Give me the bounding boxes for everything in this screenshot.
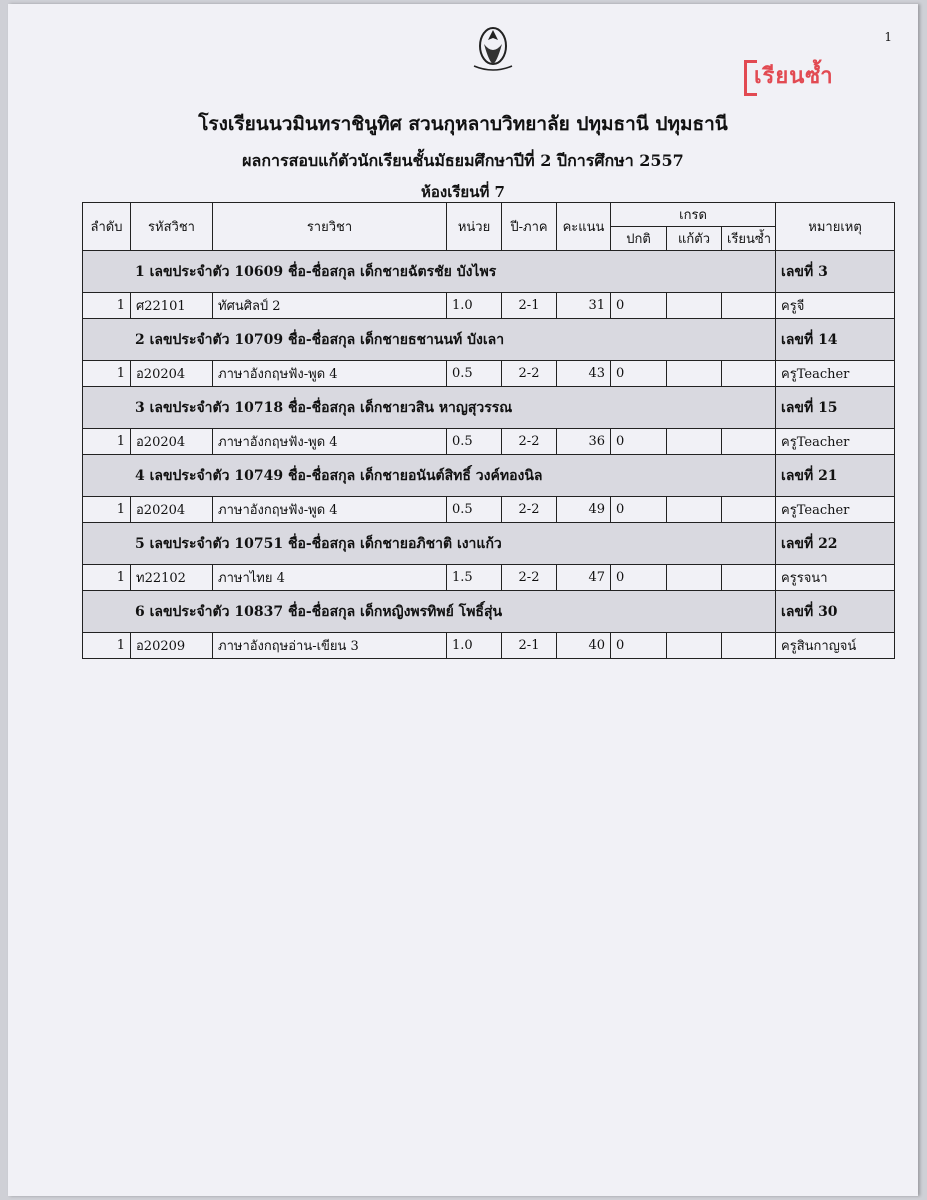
- cell-score: 40: [557, 633, 611, 659]
- cell-subject: ภาษาอังกฤษฟัง-พูด 4: [213, 361, 447, 387]
- student-number: เลขที่ 3: [776, 251, 895, 293]
- cell-remark: ครูTeacher: [776, 497, 895, 523]
- cell-remark: ครูรจนา: [776, 565, 895, 591]
- student-info: 4 เลขประจำตัว 10749 ชื่อ-ชื่อสกุล เด็กชายอนันต์สิทธิ์ วงค์ทองนิล: [83, 455, 776, 497]
- cell-grade-normal: 0: [611, 497, 667, 523]
- table-row: [83, 633, 895, 659]
- cell-subject: ภาษาไทย 4: [213, 565, 447, 591]
- cell-grade-retest: [667, 565, 722, 591]
- header-credit: หน่วย: [447, 203, 502, 251]
- cell-grade-repeat: [722, 565, 776, 591]
- cell-subject: ภาษาอังกฤษฟัง-พูด 4: [213, 497, 447, 523]
- cell-grade-normal: 0: [611, 633, 667, 659]
- cell-grade-repeat: [722, 497, 776, 523]
- cell-code: อ20209: [131, 633, 213, 659]
- cell-credit: 0.5: [447, 497, 502, 523]
- student-info: 6 เลขประจำตัว 10837 ชื่อ-ชื่อสกุล เด็กหญิงพรทิพย์ โพธิ์สุ่น: [83, 591, 776, 633]
- cell-order: 1: [83, 361, 131, 387]
- header-order: ลำดับ: [83, 203, 131, 251]
- cell-subject: ภาษาอังกฤษฟัง-พูด 4: [213, 429, 447, 455]
- grades-table: [82, 202, 895, 659]
- student-info: 3 เลขประจำตัว 10718 ชื่อ-ชื่อสกุล เด็กชายวสิน หาญสุวรรณ: [83, 387, 776, 429]
- student-number: เลขที่ 21: [776, 455, 895, 497]
- cell-grade-normal: 0: [611, 293, 667, 319]
- cell-score: 47: [557, 565, 611, 591]
- header-subject: รายวิชา: [213, 203, 447, 251]
- cell-grade-repeat: [722, 293, 776, 319]
- cell-order: 1: [83, 293, 131, 319]
- cell-grade-normal: 0: [611, 565, 667, 591]
- cell-grade-retest: [667, 633, 722, 659]
- cell-year-term: 2-2: [502, 361, 557, 387]
- header-grade-repeat: เรียนซ้ำ: [722, 227, 776, 251]
- header-score: คะแนน: [557, 203, 611, 251]
- repeat-stamp: เรียนซ้ำ: [744, 54, 852, 94]
- cell-code: อ20204: [131, 429, 213, 455]
- table-row: [83, 497, 895, 523]
- student-row: [83, 591, 895, 633]
- classroom-label: ห้องเรียนที่ 7: [421, 183, 505, 201]
- report-subtitle: ผลการสอบแก้ตัวนักเรียนชั้นมัธยมศึกษาปีที่ 2 ปีการศึกษา 2557: [242, 151, 684, 170]
- table-row: [83, 429, 895, 455]
- page-number: 1: [884, 30, 892, 44]
- cell-credit: 1.0: [447, 633, 502, 659]
- student-row: [83, 455, 895, 497]
- cell-credit: 1.0: [447, 293, 502, 319]
- cell-year-term: 2-1: [502, 293, 557, 319]
- cell-subject: ทัศนศิลป์ 2: [213, 293, 447, 319]
- student-row: [83, 523, 895, 565]
- cell-subject: ภาษาอังกฤษอ่าน-เขียน 3: [213, 633, 447, 659]
- cell-remark: ครูสินกาญจน์: [776, 633, 895, 659]
- cell-credit: 1.5: [447, 565, 502, 591]
- cell-code: ท22102: [131, 565, 213, 591]
- cell-score: 31: [557, 293, 611, 319]
- cell-order: 1: [83, 633, 131, 659]
- cell-grade-retest: [667, 293, 722, 319]
- student-info: 1 เลขประจำตัว 10609 ชื่อ-ชื่อสกุล เด็กชายฉัตรชัย บังไพร: [83, 251, 776, 293]
- table-row: [83, 565, 895, 591]
- cell-order: 1: [83, 565, 131, 591]
- cell-remark: ครูTeacher: [776, 361, 895, 387]
- student-number: เลขที่ 22: [776, 523, 895, 565]
- cell-grade-normal: 0: [611, 429, 667, 455]
- school-emblem-icon: [470, 22, 516, 72]
- cell-score: 49: [557, 497, 611, 523]
- cell-grade-repeat: [722, 361, 776, 387]
- cell-credit: 0.5: [447, 429, 502, 455]
- cell-year-term: 2-1: [502, 633, 557, 659]
- cell-grade-repeat: [722, 429, 776, 455]
- student-number: เลขที่ 15: [776, 387, 895, 429]
- cell-code: อ20204: [131, 497, 213, 523]
- student-number: เลขที่ 14: [776, 319, 895, 361]
- cell-year-term: 2-2: [502, 565, 557, 591]
- header-grade-retest: แก้ตัว: [667, 227, 722, 251]
- student-row: [83, 319, 895, 361]
- student-number: เลขที่ 30: [776, 591, 895, 633]
- student-info: 2 เลขประจำตัว 10709 ชื่อ-ชื่อสกุล เด็กชายธชานนท์ บังเลา: [83, 319, 776, 361]
- header-remark: หมายเหตุ: [776, 203, 895, 251]
- cell-grade-retest: [667, 497, 722, 523]
- student-row: [83, 387, 895, 429]
- cell-order: 1: [83, 497, 131, 523]
- header-code: รหัสวิชา: [131, 203, 213, 251]
- cell-code: อ20204: [131, 361, 213, 387]
- table-row: [83, 293, 895, 319]
- cell-score: 36: [557, 429, 611, 455]
- cell-order: 1: [83, 429, 131, 455]
- student-row: [83, 251, 895, 293]
- cell-grade-retest: [667, 361, 722, 387]
- cell-grade-retest: [667, 429, 722, 455]
- school-title: โรงเรียนนวมินทราชินูทิศ สวนกุหลาบวิทยาลัย ปทุมธานี ปทุมธานี: [198, 113, 728, 135]
- student-info: 5 เลขประจำตัว 10751 ชื่อ-ชื่อสกุล เด็กชายอภิชาติ เงาแก้ว: [83, 523, 776, 565]
- header-grade: เกรด: [611, 203, 776, 227]
- cell-credit: 0.5: [447, 361, 502, 387]
- header-grade-normal: ปกติ: [611, 227, 667, 251]
- cell-grade-repeat: [722, 633, 776, 659]
- cell-remark: ครูจี: [776, 293, 895, 319]
- cell-year-term: 2-2: [502, 497, 557, 523]
- cell-grade-normal: 0: [611, 361, 667, 387]
- cell-year-term: 2-2: [502, 429, 557, 455]
- cell-remark: ครูTeacher: [776, 429, 895, 455]
- cell-code: ศ22101: [131, 293, 213, 319]
- cell-score: 43: [557, 361, 611, 387]
- table-row: [83, 361, 895, 387]
- header-year-term: ปี-ภาค: [502, 203, 557, 251]
